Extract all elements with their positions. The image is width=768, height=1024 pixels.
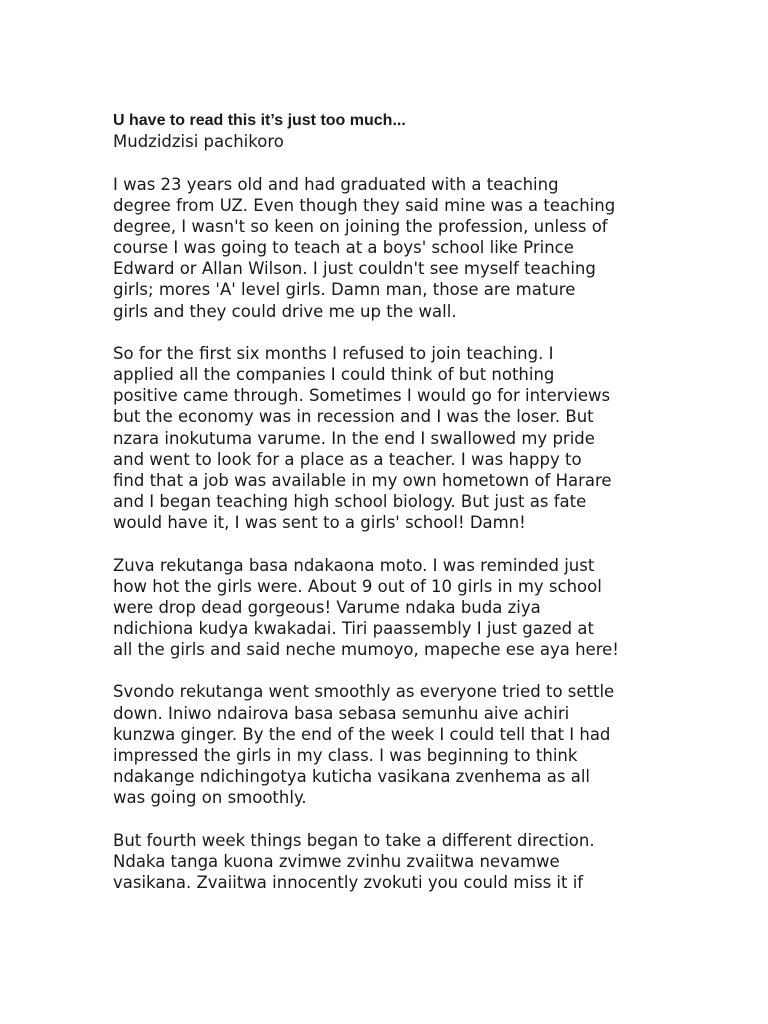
paragraph: So for the first six months I refused to join teaching. I applied all the companies I could think of but nothing positive came through. Sometimes I would go for interviews but the economy was in recession and I was the loser. But nzara inokutuma varume. In the end I swallowed my pride and went to look for a place as a teacher. I was happy to find that a job was available in my own hometown of Harare and I began teaching high school biology. But just as fate would have it, I was sent to a girls' school! Damn! <box>113 344 612 532</box>
paragraph: I was 23 years old and had graduated with a teaching degree from UZ. Even though they said mine was a teaching degree, I wasn't so keen on joining the profession, unless of course I was going to teach at a boys' school like Prince Edward or Allan Wilson. I just couldn't see myself teaching girls; mores 'A' level girls. Damn man, those are mature girls and they could drive me up the wall. <box>113 175 616 321</box>
paragraph: But fourth week things began to take a different direction. Ndaka tanga kuona zvimwe zvinhu zvaiitwa nevamwe vasikana. Zvaiitwa innocently zvokuti you could miss it if <box>113 830 595 892</box>
paragraph: Svondo rekutanga went smoothly as everyone tried to settle down. Iniwo ndairova basa sebasa semunhu aive achiri kunzwa ginger. By the end of the week I could tell that I had impressed the girls in my class. I was beginning to think ndakange ndichingotya kuticha vasikana zvenhema as all was going on smoothly. <box>113 682 615 807</box>
paragraph: Zuva rekutanga basa ndakaona moto. I was reminded just how hot the girls were. About 9 out of 10 girls in my school were drop dead gorgeous! Varume ndaka buda ziya ndichiona kudya kwakadai. Tiri paassembly I just gazed at all the girls and said neche mumoyo, mapeche ese aya here! <box>113 555 619 659</box>
document-page <box>113 110 753 914</box>
document-subtitle: Mudzidzisi pachikoro <box>113 132 284 151</box>
document-title: U have to read this it’s just too much... <box>113 112 406 129</box>
